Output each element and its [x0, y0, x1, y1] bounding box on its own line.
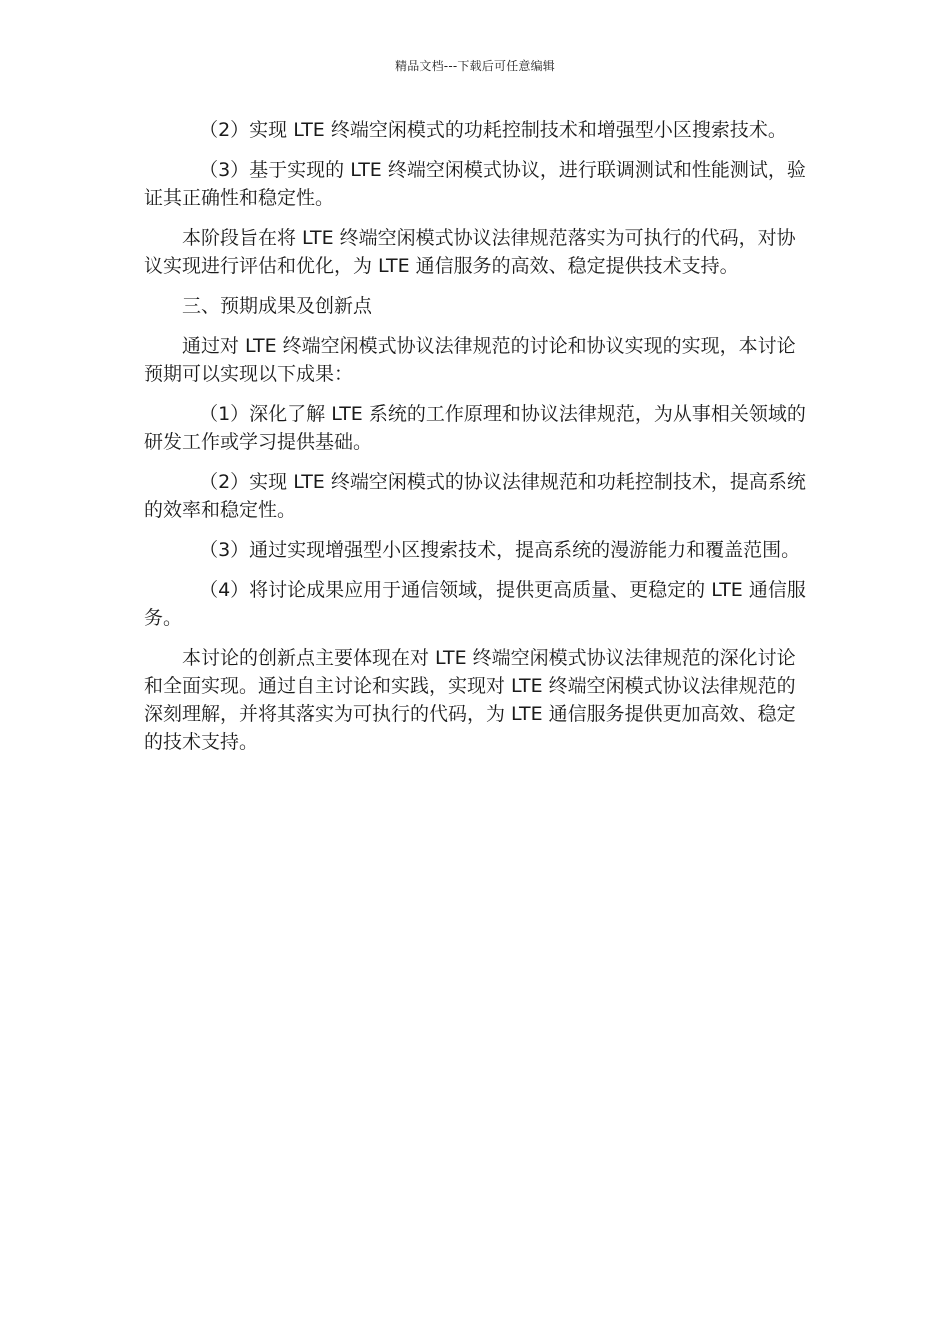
paragraph-result-1: （1）深化了解 LTE 系统的工作原理和协议法律规范，为从事相关领域的研发工作或学习提供基础。	[144, 403, 806, 453]
section-heading-expected-results: 三、预期成果及创新点	[182, 295, 373, 317]
paragraph-results-intro: 通过对 LTE 终端空闲模式协议法律规范的讨论和协议实现的实现，本讨论预期可以实现以下成果：	[144, 335, 796, 385]
paragraph-stage-summary: 本阶段旨在将 LTE 终端空闲模式协议法律规范落实为可执行的代码，对协议实现进行评估和优化，为 LTE 通信服务的高效、稳定提供技术支持。	[144, 227, 796, 277]
document-body	[144, 116, 806, 756]
paragraph-result-4: （4）将讨论成果应用于通信领域，提供更高质量、更稳定的 LTE 通信服务。	[144, 579, 806, 629]
paragraph-result-2: （2）实现 LTE 终端空闲模式的协议法律规范和功耗控制技术，提高系统的效率和稳定性。	[144, 471, 806, 521]
paragraph-innovation: 本讨论的创新点主要体现在对 LTE 终端空闲模式协议法律规范的深化讨论和全面实现。通过自主讨论和实践，实现对 LTE 终端空闲模式协议法律规范的深刻理解，并将其落实为可执行的代码，为 LTE 通信服务提供更加高效、稳定的技术支持。	[144, 647, 796, 753]
paragraph-item-3-testing: （3）基于实现的 LTE 终端空闲模式协议，进行联调测试和性能测试，验证其正确性和稳定性。	[144, 159, 806, 209]
page-header: 精品文档---下载后可任意编辑	[395, 59, 555, 73]
paragraph-result-3: （3）通过实现增强型小区搜索技术，提高系统的漫游能力和覆盖范围。	[199, 539, 801, 561]
paragraph-item-2-power-control: （2）实现 LTE 终端空闲模式的功耗控制技术和增强型小区搜索技术。	[199, 119, 787, 141]
